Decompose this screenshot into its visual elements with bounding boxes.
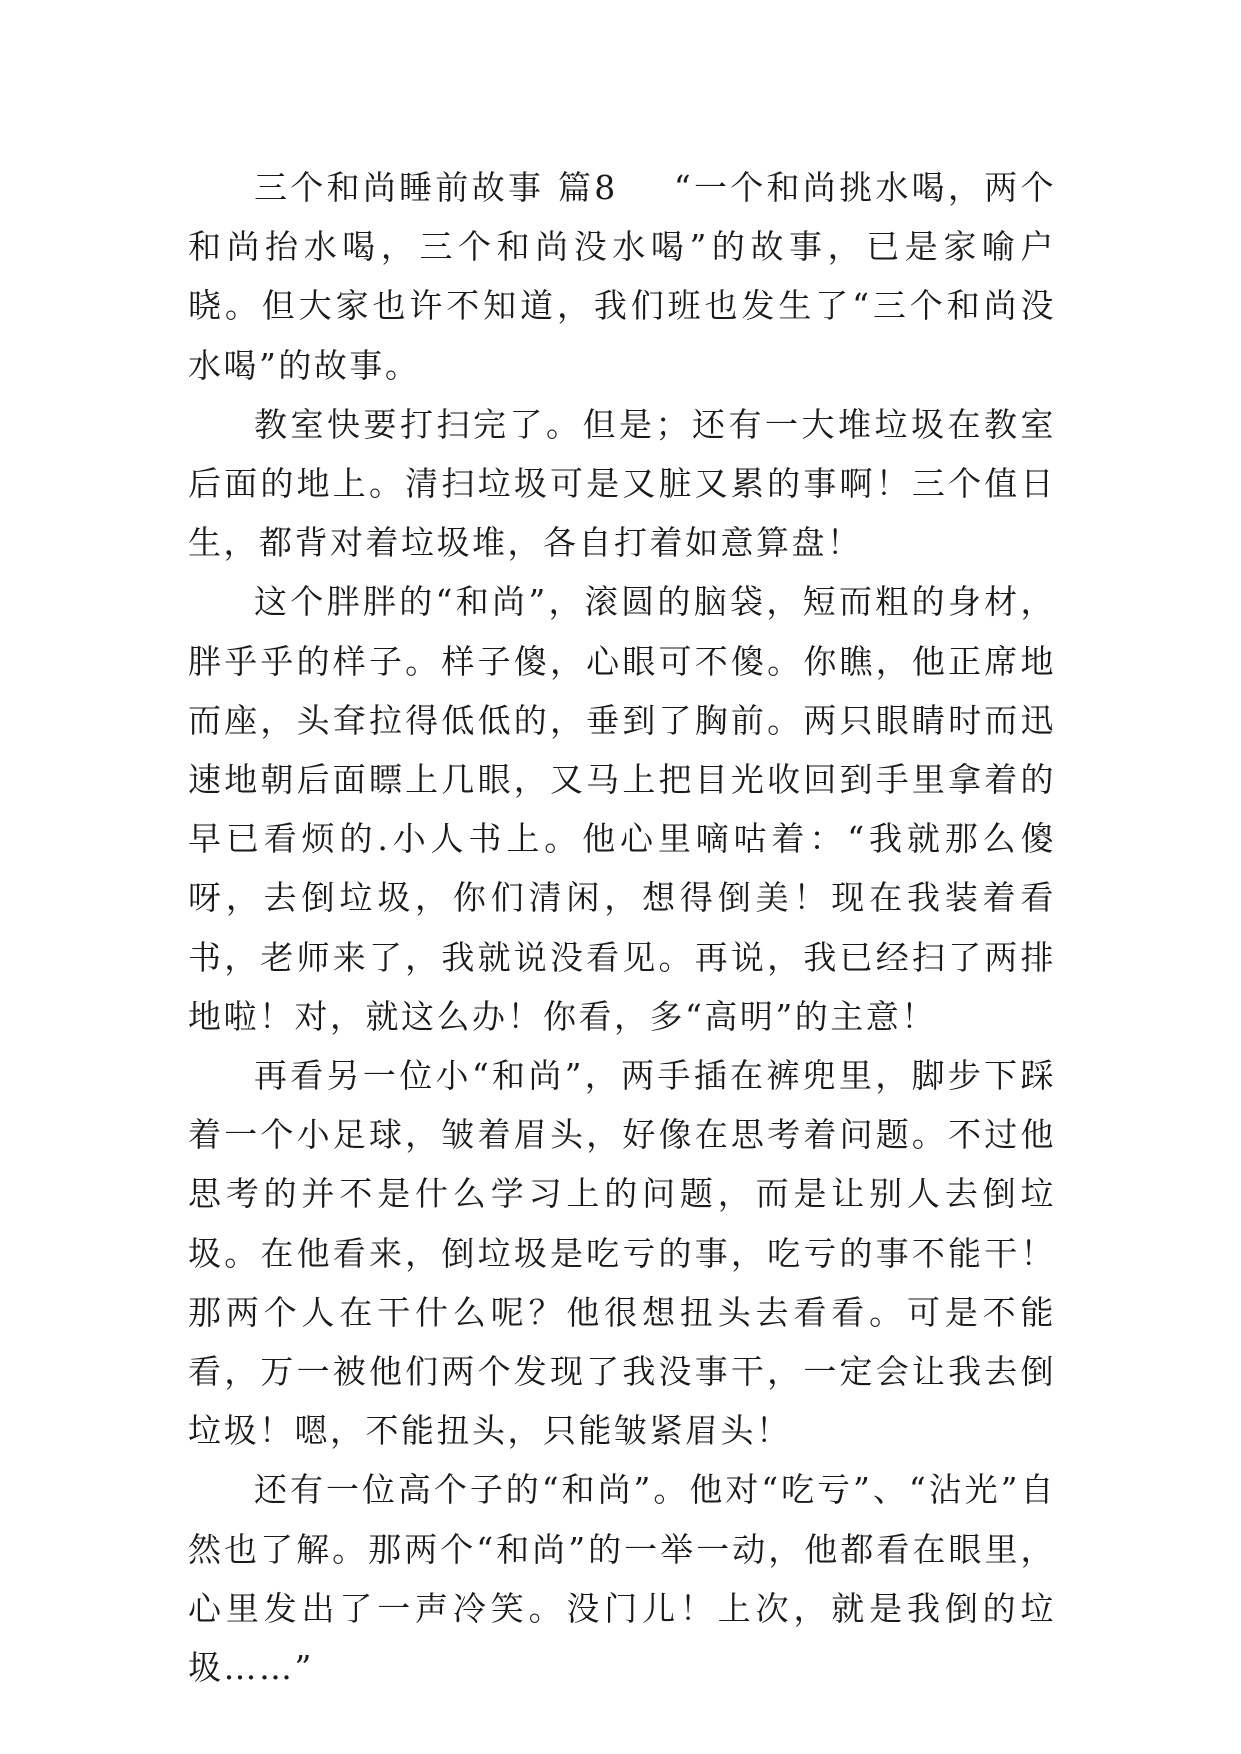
document-title: 三个和尚睡前故事 篇8 (254, 168, 618, 207)
paragraph-4: 再看另一位小“和尚”，两手插在裤兜里，脚步下踩着一个小足球，皱着眉头，好像在思考着问题。不过他思考的并不是什么学习上的问题，而是让别人去倒垃圾。在他看来，倒垃圾是吃亏的事，吃亏的事不能干！那两个人在干什么呢？他很想扭头去看看。可是不能看，万一被他们两个发现了我没事干，一定会让我去倒垃圾！嗯，不能扭头，只能皱紧眉头！ (188, 1056, 1056, 1451)
paragraph-5: 还有一位高个子的“和尚”。他对“吃亏”、“沾光”自然也了解。那两个“和尚”的一举一动，他都看在眼里，心里发出了一声冷笑。没门儿！上次，就是我倒的垃圾……” (188, 1470, 1056, 1688)
paragraph-2: 教室快要打扫完了。但是；还有一大堆垃圾在教室后面的地上。清扫垃圾可是又脏又累的事啊！三个值日生，都背对着垃圾堆，各自打着如意算盘！ (188, 404, 1056, 563)
document-body (188, 158, 1056, 1697)
paragraph-text-1: “一个和尚挑水喝，两个和尚抬水喝，三个和尚没水喝”的故事，已是家喻户晓。但大家也许不知道，我们班也发生了“三个和尚没水喝”的故事。 (188, 168, 1056, 385)
paragraph-3: 这个胖胖的“和尚”，滚圆的脑袋，短而粗的身材，胖乎乎的样子。样子傻，心眼可不傻。你瞧，他正席地而座，头耷拉得低低的，垂到了胸前。两只眼睛时而迅速地朝后面瞟上几眼，又马上把目光收回到手里拿着的早已看烦的.小人书上。他心里嘀咕着：“我就那么傻呀，去倒垃圾，你们清闲，想得倒美！现在我装着看书，老师来了，我就说没看见。再说，我已经扫了两排地啦！对，就这么办！你看，多“高明”的主意！ (188, 582, 1056, 1036)
paragraph-1 (188, 158, 1056, 395)
